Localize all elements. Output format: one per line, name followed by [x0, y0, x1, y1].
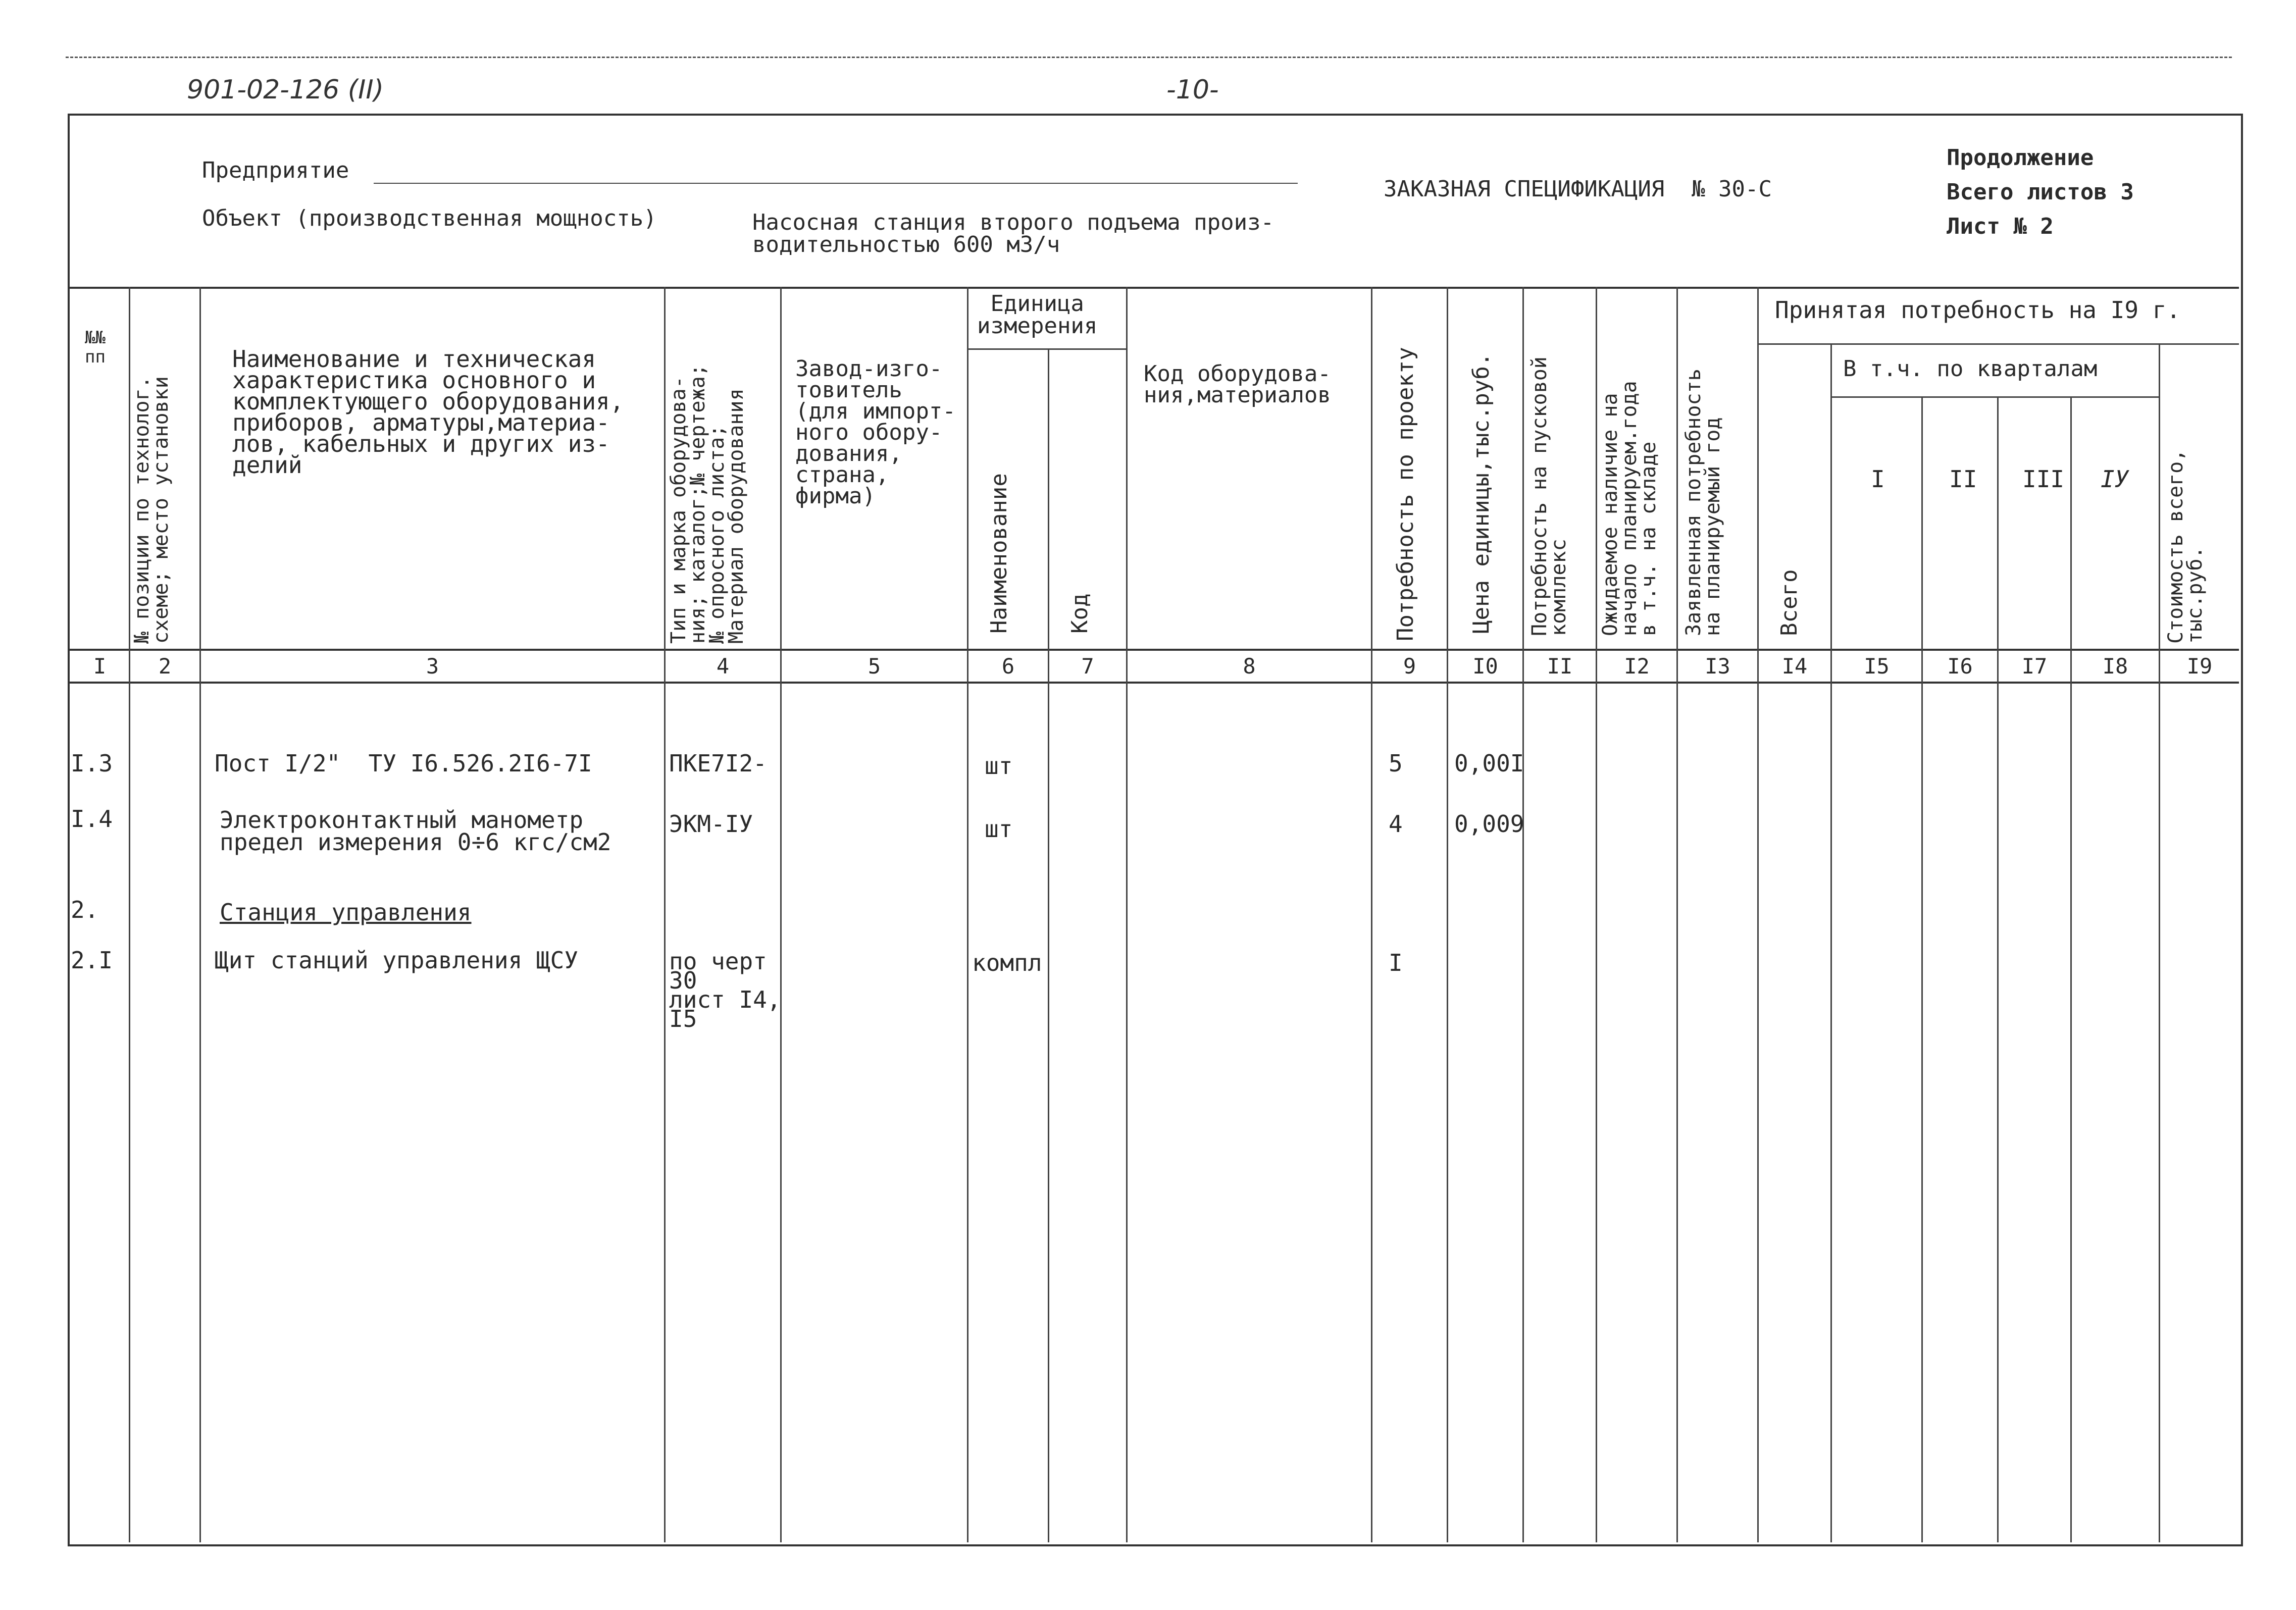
col-number: I0: [1472, 654, 1498, 679]
row-unit: шт: [985, 815, 1013, 843]
quarter-2-header: II: [1949, 465, 1977, 493]
col-number: I7: [2021, 654, 2048, 679]
col-header-12: Ожидаемое наличие на начало планируем.года в т.ч. на складе: [1599, 381, 1660, 636]
col-header-6: Наименование: [986, 473, 1012, 634]
col-number: 2: [158, 654, 172, 679]
accepted-group-rule: [1757, 343, 2239, 345]
object-label: Объект (производственная мощность): [202, 205, 657, 231]
quarter-4-header: IУ: [2101, 465, 2129, 493]
col-line-18: [2159, 343, 2160, 1542]
row-type: по черт 30 лист I4, I5: [669, 948, 781, 1032]
table-top-rule: [68, 287, 2239, 289]
row-price: 0,00I: [1454, 750, 1524, 777]
sheet-number: Лист № 2: [1947, 214, 2054, 239]
col-line-17: [2070, 396, 2072, 1542]
top-rule: [66, 57, 2232, 58]
row-name: Щит станций управления ЩСУ: [215, 947, 579, 974]
col-number: I8: [2102, 654, 2128, 679]
col-line-11: [1596, 287, 1597, 1542]
page-number: -10-: [1166, 75, 1219, 105]
object-value-1: Насосная станция второго подъема произ-: [752, 210, 1274, 235]
col-number: 7: [1081, 654, 1094, 679]
table-header-bottom-rule: [68, 649, 2239, 651]
col-line-6: [1048, 348, 1049, 1542]
unit-group-header: Единица измерения: [977, 291, 1098, 339]
object-value-2: водительностью 600 м3/ч: [752, 232, 1060, 257]
col-line-15: [1921, 396, 1923, 1542]
col-line-13: [1757, 287, 1759, 1542]
col-line-9: [1447, 287, 1448, 1542]
col-header-5: Завод-изго- товитель (для импорт- ного обору- дования, страна, фирма): [795, 356, 956, 509]
row-position: I.3: [71, 750, 113, 777]
col-number: I3: [1705, 654, 1730, 679]
quarter-1-header: I: [1871, 465, 1885, 493]
quarter-3-header: III: [2022, 465, 2065, 493]
row-position: 2.: [71, 896, 99, 923]
col-header-9: Потребность по проекту: [1393, 347, 1418, 641]
col-header-7: Код: [1067, 593, 1093, 634]
spec-number: № 30-С: [1692, 176, 1772, 202]
row-quantity: 4: [1389, 810, 1403, 838]
col-header-14: Всего: [1776, 569, 1802, 636]
col-header-8: Код оборудова- ния,материалов: [1144, 361, 1331, 408]
col-number: I5: [1864, 654, 1890, 679]
col-number: 8: [1243, 654, 1256, 679]
col-line-7: [1126, 287, 1128, 1542]
row-type: ПКЕ7I2-: [669, 750, 767, 777]
row-position: I.4: [71, 805, 113, 833]
col-number: II: [1547, 654, 1573, 679]
col-number: 6: [1001, 654, 1015, 679]
col-line-10: [1522, 287, 1524, 1542]
unit-group-rule: [967, 348, 1126, 350]
continuation-label: Продолжение: [1947, 145, 2094, 171]
col-number: I9: [2186, 654, 2213, 679]
col-number: I6: [1947, 654, 1973, 679]
col-header-10: Цена единицы,тыс.руб.: [1468, 352, 1494, 634]
row-unit: компл: [972, 949, 1042, 976]
col-line-4: [780, 287, 782, 1542]
col-line-8: [1371, 287, 1372, 1542]
col-line-5: [967, 287, 968, 1542]
row-name: Пост I/2" ТУ I6.526.2I6-7I: [215, 750, 592, 777]
row-type: ЭКМ-IУ: [669, 810, 753, 838]
enterprise-label: Предприятие: [202, 158, 349, 183]
col-header-3: Наименование и техническая характеристика основного и комплектующего оборудования, приборов, арматуры,материа- лов, кабельных и других из- делий: [232, 345, 624, 479]
enterprise-underline: [374, 183, 1298, 184]
col-number: 9: [1403, 654, 1416, 679]
total-sheets: Всего листов 3: [1947, 179, 2134, 205]
col-header-19: Стоимость всего, тыс.руб.: [2164, 449, 2207, 644]
col-line-2: [199, 287, 201, 1542]
quarters-group-rule: [1830, 396, 2159, 398]
col-line-16: [1997, 396, 1999, 1542]
col-header-2: № позиции по технолог. схеме; место установки: [130, 376, 173, 644]
col-number: 5: [868, 654, 881, 679]
column-numbers-bottom-rule: [68, 682, 2239, 684]
row-quantity: I: [1389, 949, 1403, 976]
col-line-12: [1676, 287, 1678, 1542]
quarters-group-header: В т.ч. по кварталам: [1843, 356, 2098, 382]
row-price: 0,009: [1454, 810, 1524, 838]
col-number: 4: [716, 654, 730, 679]
col-header-11: Потребность на пусковой комплекс: [1528, 356, 1570, 636]
col-header-4: Тип и марка оборудова- ния; каталог;№ чертежа; № опросного листа; Материал оборудования: [667, 364, 748, 644]
row-name: Электроконтактный манометр предел измерения 0÷6 кгс/см2: [220, 806, 611, 856]
row-position: 2.I: [71, 947, 113, 974]
section-heading: Станция управления: [220, 899, 472, 926]
col-line-14: [1830, 343, 1832, 1542]
col-number: I2: [1624, 654, 1650, 679]
row-quantity: 5: [1389, 750, 1403, 777]
document-code: 901-02-126 (II): [187, 75, 384, 105]
row-unit: шт: [985, 752, 1013, 780]
accepted-group-header: Принятая потребность на I9 г.: [1775, 296, 2181, 324]
col-header-13: Заявленная потребность на планируемый год: [1682, 369, 1724, 636]
spec-title: ЗАКАЗНАЯ СПЕЦИФИКАЦИЯ: [1384, 176, 1665, 202]
col-number: I: [93, 654, 107, 679]
col-line-3: [664, 287, 666, 1542]
col-number: 3: [426, 654, 439, 679]
col-header-1: №№ пп: [85, 328, 106, 367]
col-number: I4: [1781, 654, 1808, 679]
